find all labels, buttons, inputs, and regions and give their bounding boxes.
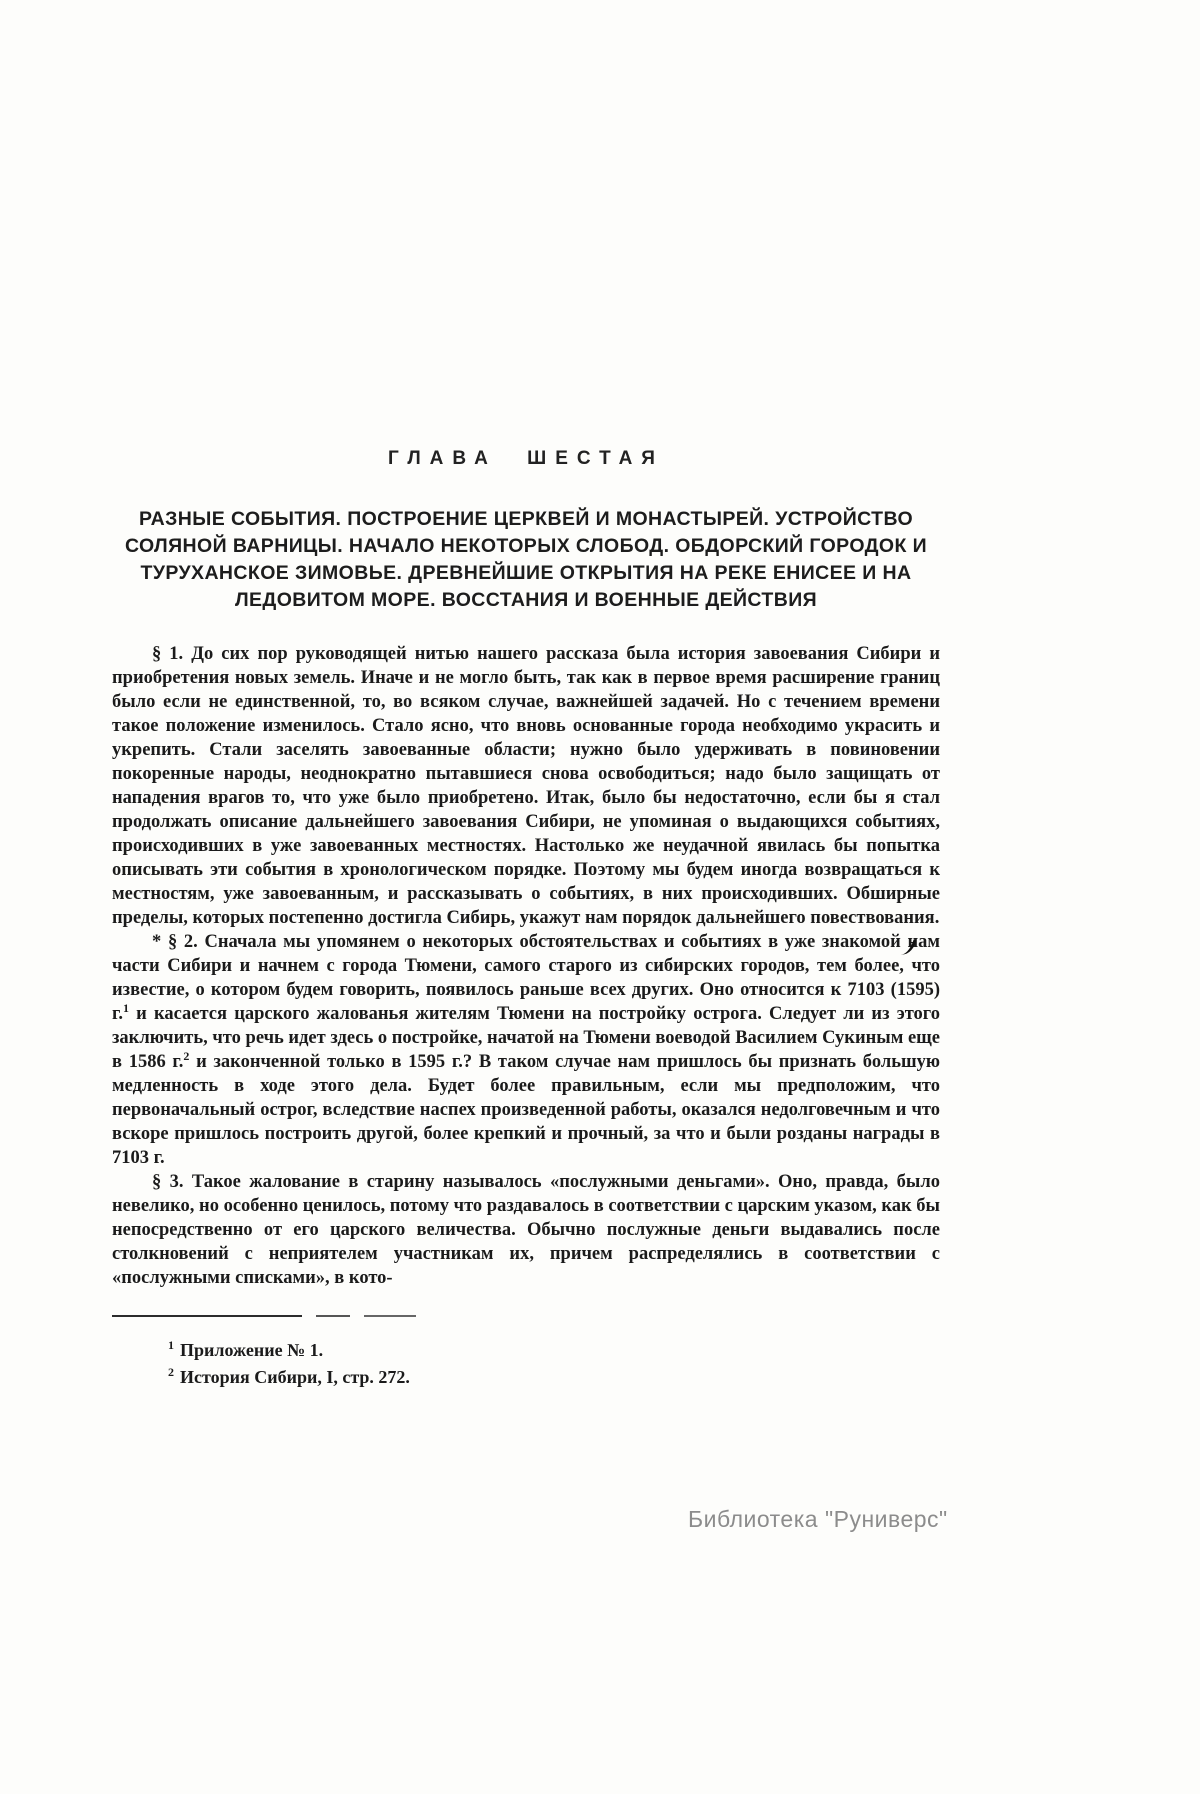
- scan-dash-artifact: [316, 1315, 350, 1317]
- page-content: [112, 448, 940, 1391]
- chapter-heading: ГЛАВА ШЕСТАЯ: [388, 448, 664, 469]
- paragraph: § 1. До сих пор руководящей нитью нашего рассказа была история завоевания Сибири и приобретения новых земель. Иначе и не могло быть, так как в первое время расширение границ было если не единственной, то, во всяком случае, важнейшей задачей. Но с течением времени такое положение изменилось. Стало ясно, что вновь основанные города необходимо украсить и укрепить. Стали заселять завоеванные области; нужно было удерживать в повиновении покоренные народы, неоднократно пытавшиеся снова освободиться; надо было защищать от нападения врагов то, что уже было приобретено. Итак, было бы недостаточно, если бы я стал продолжать описание дальнейшего завоевания Сибири, не упоминая о выдающихся событиях, происходивших в уже завоеванных местностях. Настолько же неудачной явилась бы попытка описывать эти события в хронологическом порядке. Поэтому мы будем иногда возвращаться к местностям, уже завоеванным, и рассказывать о событиях, в них происходивших. Обширные пределы, которых постепенно достигла Сибирь, укажут нам порядок дальнейшего повествования.: [112, 644, 940, 928]
- footnote: $^1$ Приложение № 1.: [168, 1338, 324, 1360]
- paragraph: * § 2. Сначала мы упомянем о некоторых обстоятельствах и событиях в уже знакомой нам части Сибири и начнем с города Тюмени, самого старого из сибирских городов, тем более, что известие, о котором будем говорить, появилось раньше всех других. Оно относится к 7103 (1595) г.$^1$ и касается царского жалованья жителям Тюмени на постройку острога. Следует ли из этого заключить, что речь идет здесь о постройке, начатой на Тюмени воеводой Василием Сукиным еще в 1586 г.$^2$ и законченной только в 1595 г.? В таком случае нам пришлось бы признать большую медленность в ходе этого дела. Будет более правильным, если мы предположим, что первоначальный острог, вследствие наспех произведенной работы, оказался недолговечным и что вскоре пришлось построить другой, более крепкий и прочный, за что и были розданы награды в 7103 г.: [112, 932, 940, 1168]
- library-watermark: Библиотека "Руниверс": [688, 1506, 948, 1532]
- footnote-marker: 1: [168, 1338, 174, 1352]
- footnote-marker: 2: [168, 1365, 174, 1379]
- footnote-ref: 1: [122, 1000, 129, 1015]
- scan-dash-artifact: [364, 1315, 416, 1317]
- footnotes: [168, 1337, 940, 1391]
- body-paragraphs: [112, 642, 940, 1290]
- footnote-rule: [112, 1315, 302, 1317]
- footnote-ref: 2: [183, 1048, 190, 1063]
- chapter-title: РАЗНЫЕ СОБЫТИЯ. ПОСТРОЕНИЕ ЦЕРКВЕЙ И МОНАСТЫРЕЙ. УСТРОЙСТВО СОЛЯНОЙ ВАРНИЦЫ. НАЧАЛО НЕКОТОРЫХ СЛОБОД. ОБДОРСКИЙ ГОРОДОК И ТУРУХАНСКОЕ ЗИМОВЬЕ. ДРЕВНЕЙШИЕ ОТКРЫТИЯ НА РЕКЕ ЕНИСЕЕ И НА ЛЕДОВИТОМ МОРЕ. ВОССТАНИЯ И ВОЕННЫЕ ДЕЙСТВИЯ: [124, 508, 928, 611]
- footnote-separator: [112, 1314, 940, 1317]
- paragraph: § 3. Такое жалование в старину называлось «послужными деньгами». Оно, правда, было невелико, но особенно ценилось, потому что раздавалось в соответствии с царским указом, как бы непосредственно от его царского величества. Обычно послужные деньги выдавались после столкновений с неприятелем участникам их, причем распределялись в соответствии с «послужными списками», в кото-: [112, 1172, 940, 1288]
- footnote: $^2$ История Сибири, I, стр. 272.: [168, 1365, 410, 1387]
